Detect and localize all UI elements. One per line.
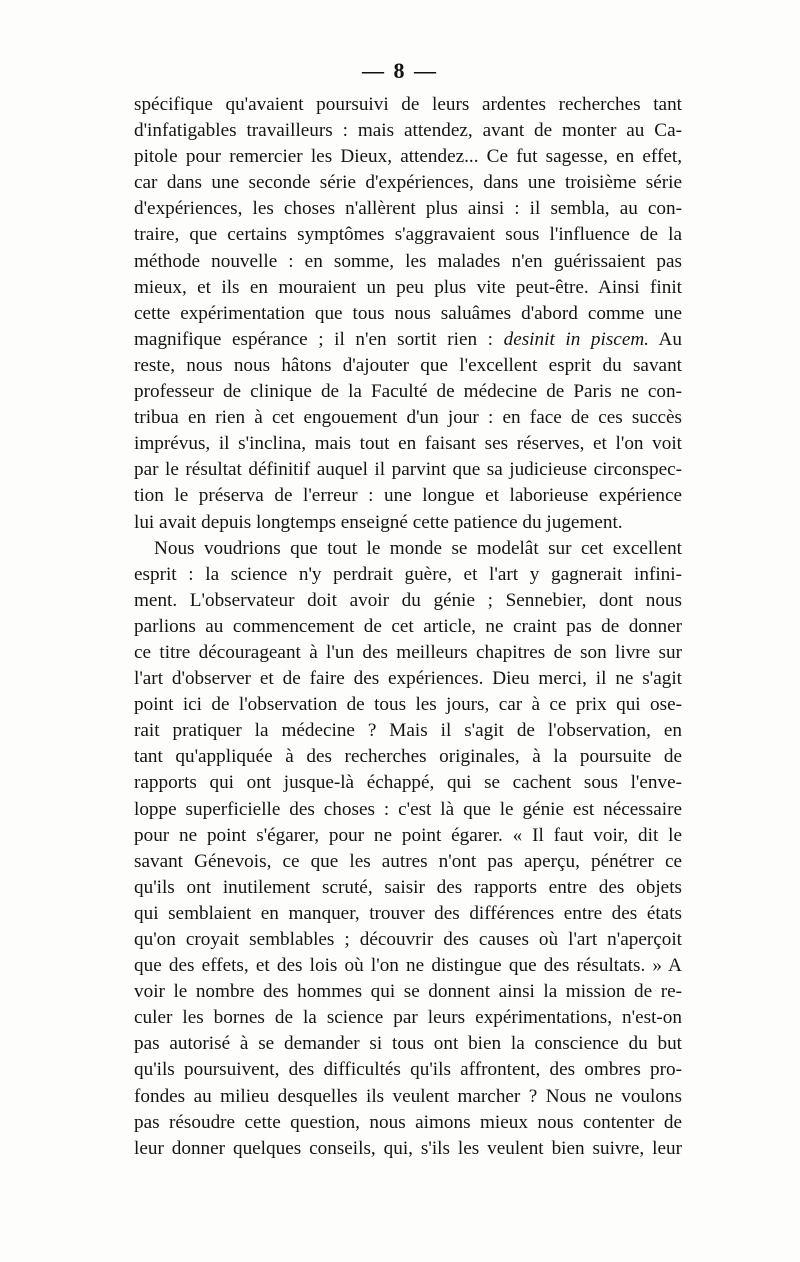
- text-line: rait pratiquer la médecine ? Mais il s'agit de l'observation, en: [134, 720, 682, 742]
- text-line: tion le préserva de l'erreur : une longue et laborieuse expérience: [134, 485, 682, 507]
- text-segment: Au: [648, 328, 682, 350]
- text-line: cette expérimentation que tous nous saluâmes d'abord comme une: [134, 302, 682, 324]
- text-line: mieux, et ils en mouraient un peu plus vite peut-être. Ainsi finit: [134, 276, 682, 298]
- text-line: car dans une seconde série d'expériences, dans une troisième série: [134, 172, 682, 194]
- text-line: d'expériences, les choses n'allèrent plus ainsi : il sembla, au con-: [134, 198, 682, 220]
- text-line: lui avait depuis longtemps enseigné cette patience du jugement.: [134, 511, 623, 533]
- text-line: loppe superficielle des choses : c'est là que le génie est nécessaire: [134, 798, 682, 820]
- text-line: [134, 327, 682, 353]
- text-line: pour ne point s'égarer, pour ne point égarer. « Il faut voir, dit le: [134, 824, 682, 846]
- text-line: esprit : la science n'y perdrait guère, et l'art y gagnerait infini-: [134, 563, 682, 585]
- text-line: parlions au commencement de cet article, ne craint pas de donner: [134, 615, 682, 637]
- text-line: l'art d'observer et de faire des expériences. Dieu merci, il ne s'agit: [134, 668, 682, 690]
- text-line: professeur de clinique de la Faculté de médecine de Paris ne con-: [134, 381, 682, 403]
- text-line: reste, nous nous hâtons d'ajouter que l'excellent esprit du savant: [134, 354, 682, 376]
- latin-phrase: desinit in piscem.: [503, 328, 649, 350]
- text-line: d'infatigables travailleurs : mais attendez, avant de monter au Ca-: [134, 120, 682, 142]
- page-number: — 8 —: [362, 58, 438, 83]
- text-line: qu'on croyait semblables ; découvrir des causes où l'art n'aperçoit: [134, 929, 682, 950]
- text-line: spécifique qu'avaient poursuivi de leurs ardentes recherches tant: [134, 94, 682, 115]
- text-line: ce titre décourageant à l'un des meilleurs chapitres de son livre sur: [134, 641, 682, 663]
- text-line: leur donner quelques conseils, qui, s'ils les veulent bien suivre, leur: [134, 1137, 682, 1159]
- text-line: Nous voudrions que tout le monde se modelât sur cet excellent: [154, 537, 682, 559]
- text-line: par le résultat définitif auquel il parvint que sa judicieuse circonspec-: [134, 459, 682, 481]
- text-line: savant Génevois, ce que les autres n'ont pas aperçu, pénétrer ce: [134, 850, 682, 872]
- text-line: traire, que certains symptômes s'aggravaient sous l'influence de la: [134, 224, 682, 246]
- text-line: point ici de l'observation de tous les jours, car à ce prix qui ose-: [134, 694, 682, 716]
- text-line: pas autorisé à se demander si tous ont bien la conscience du but: [134, 1033, 682, 1055]
- text-segment: magnifique espérance ; il n'en sortit rien :: [134, 328, 504, 350]
- text-line: qu'ils ont inutilement scruté, saisir des rapports entre des objets: [134, 876, 682, 898]
- text-line: pas résoudre cette question, nous aimons mieux nous contenter de: [134, 1111, 682, 1133]
- text-line: rapports qui ont jusque-là échappé, qui se cachent sous l'enve-: [134, 772, 682, 794]
- text-line: méthode nouvelle : en somme, les malades n'en guérissaient pas: [134, 250, 682, 272]
- text-line: ment. L'observateur doit avoir du génie ; Sennebier, dont nous: [134, 589, 682, 611]
- text-line: imprévus, il s'inclina, mais tout en faisant ses réserves, et l'on voit: [134, 433, 682, 455]
- text-line: qui semblaient en manquer, trouver des différences entre des états: [134, 902, 682, 924]
- text-line: qu'ils poursuivent, des difficultés qu'ils affrontent, des ombres pro-: [134, 1059, 682, 1081]
- text-line: voir le nombre des hommes qui se donnent ainsi la mission de re-: [134, 981, 682, 1003]
- body-text: [134, 92, 682, 1162]
- text-line: tant qu'appliquée à des recherches originales, à la poursuite de: [134, 746, 682, 768]
- text-line: fondes au milieu desquelles ils veulent marcher ? Nous ne voulons: [134, 1085, 682, 1107]
- text-line: tribua en rien à cet engouement d'un jour : en face de ces succès: [134, 407, 682, 429]
- text-line: culer les bornes de la science par leurs expérimentations, n'est-on: [134, 1007, 682, 1029]
- text-line: pitole pour remercier les Dieux, attendez... Ce fut sagesse, en effet,: [134, 146, 682, 168]
- text-line: que des effets, et des lois où l'on ne distingue que des résultats. » A: [134, 955, 682, 977]
